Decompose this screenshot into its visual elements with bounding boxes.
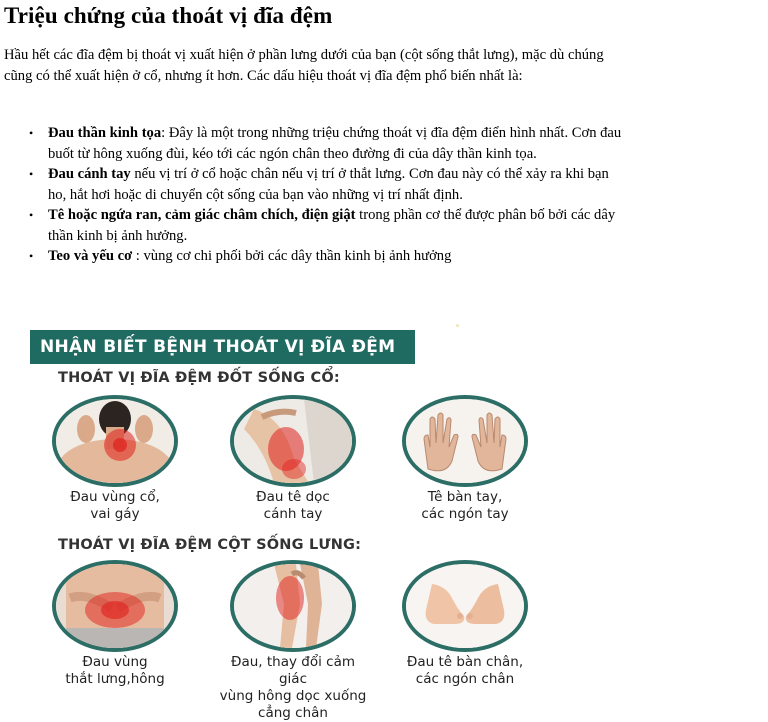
item-caption: Đau tê dọc cánh tay — [256, 489, 330, 522]
symptom-name: Tê hoặc ngứa ran, cảm giác châm chích, điện giật — [48, 207, 356, 223]
section-title-back: THOÁT VỊ ĐĨA ĐỆM CỘT SỐNG LƯNG: — [58, 537, 362, 553]
lower-back-pain-illustration-icon — [52, 560, 178, 652]
symptom-desc: : vùng cơ chi phối bởi các dây thần kinh bị ảnh hưởng — [132, 248, 452, 264]
symptom-list — [24, 123, 628, 267]
section-title-neck: THOÁT VỊ ĐĨA ĐỆM ĐỐT SỐNG CỔ: — [58, 370, 340, 386]
item-caption: Đau vùng cổ, vai gáy — [70, 489, 160, 522]
item-hand-numbness — [390, 395, 540, 523]
item-caption: Đau vùng thắt lưng,hông — [65, 654, 165, 687]
symptom-name: Teo và yếu cơ — [48, 248, 133, 264]
arm-pain-illustration-icon — [230, 395, 356, 487]
symptom-name: Đau thần kinh tọa — [48, 125, 162, 141]
item-neck-pain — [40, 395, 190, 523]
list-item — [48, 246, 628, 267]
feet-illustration-icon — [402, 560, 528, 652]
symptom-desc: nếu vị trí ở cổ hoặc chân nếu vị trí ở thắt lưng. Cơn đau này có thể xảy ra khi bạn ho, hắt hơi hoặc di chuyển cột sống của bạn vào những vị trí nhất định. — [48, 166, 609, 203]
list-item — [48, 123, 628, 164]
neck-pain-illustration-icon — [52, 395, 178, 487]
infographic-banner: NHẬN BIẾT BỆNH THOÁT VỊ ĐĨA ĐỆM — [30, 330, 415, 364]
infographic-image — [0, 320, 768, 721]
item-arm-pain — [218, 395, 368, 523]
symptom-name: Đau cánh tay — [48, 166, 131, 182]
item-foot-numbness — [390, 560, 540, 688]
list-item — [48, 164, 628, 205]
list-item — [48, 205, 628, 246]
article-title: Triệu chứng của thoát vị đĩa đệm — [4, 3, 333, 28]
leg-pain-illustration-icon — [230, 560, 356, 652]
item-caption: Tê bàn tay, các ngón tay — [421, 489, 509, 522]
item-caption: Đau tê bàn chân, các ngón chân — [406, 654, 524, 687]
intro-paragraph: Hầu hết các đĩa đệm bị thoát vị xuất hiện ở phần lưng dưới của bạn (cột sống thắt lưng), mặc dù chúng cũng có thể xuất hiện ở cổ, nhưng ít hơn. Các dấu hiệu thoát vị đĩa đệm phổ biến nhất là: — [4, 47, 604, 84]
symptom-desc: trong phần cơ thể được phân bố bởi các dây thần kinh bị ảnh hưởng. — [48, 207, 616, 244]
item-caption: Đau, thay đổi cảm giác vùng hông dọc xuống cẳng chân — [219, 654, 367, 721]
item-leg-pain — [218, 560, 368, 722]
symptom-desc: : Đây là một trong những triệu chứng thoát vị đĩa đệm điển hình nhất. Cơn đau buốt từ hông xuống đùi, kéo tới các ngón chân theo đường đi của dây thần kinh tọa. — [48, 125, 622, 162]
decorative-dot — [456, 324, 459, 327]
item-lower-back-pain — [40, 560, 190, 688]
hands-illustration-icon — [402, 395, 528, 487]
